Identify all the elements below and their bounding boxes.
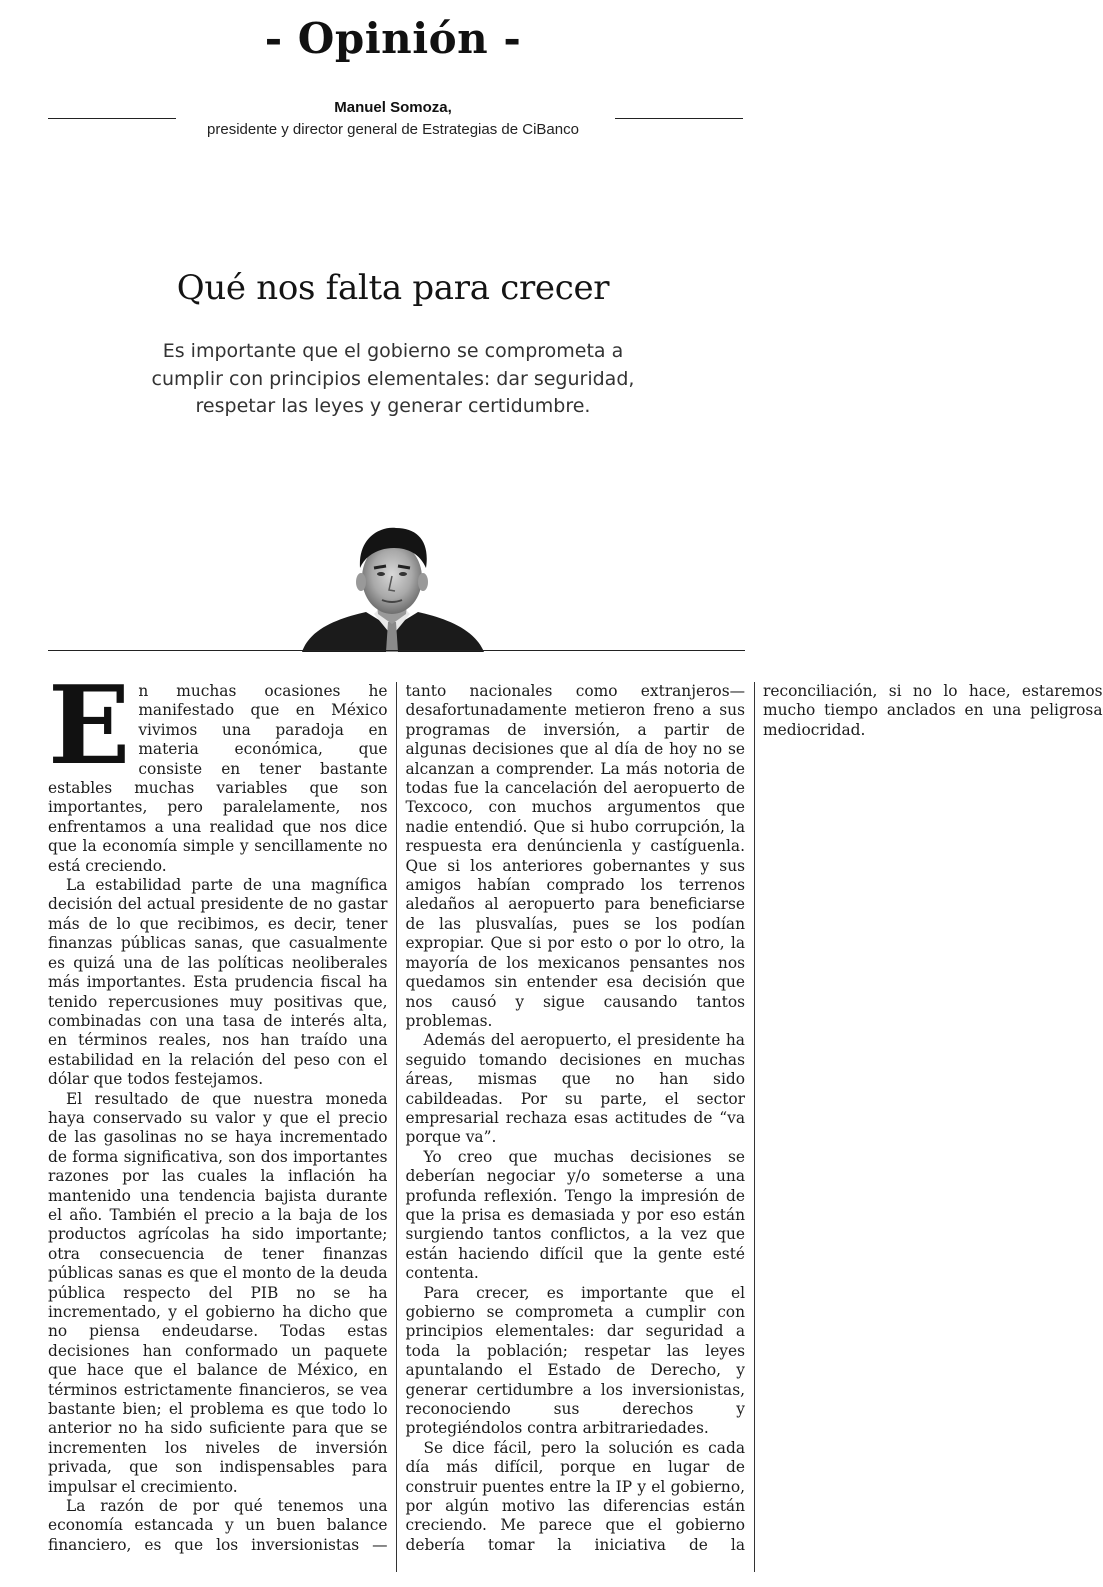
byline-rule-right [615,118,743,119]
article-deck: Es importante que el gobierno se comprometa a cumplir con principios elementales: dar seguridad, respetar las leyes y generar certidumbre. [151,340,635,417]
byline-rule-left [48,118,176,119]
article-paragraph: Para crecer, es importante que el gobierno se comprometa a cumplir con principios elementales: dar seguridad a toda la población; respetar las leyes apuntalando el Estado de Derecho, y generar certidumbre a los inversionistas, reconociendo sus derechos y protegiéndolos contra arbitrariedades. [405,1283,745,1438]
article-paragraph: El resultado de que nuestra moneda haya conservado su valor y que el precio de las gasolinas no se haya incrementado de forma significativa, son dos importantes razones por las cuales la inflación ha mantenido una tendencia bajista durante el año. También el precio a la baja de los productos agrícolas ha sido importante; otra consecuencia de tener finanzas públicas sanas es que el monto de la deuda pública respecto del PIB no se ha incrementado, y el gobierno ha dicho que no piensa endeudarse. Todas estas decisiones han conformado un paquete que hace que el balance de México, en términos estrictamente financieros, se vea bastante bien; el problema es que todo lo anterior no ha sido suficiente para que se incrementen los niveles de inversión privada, que son indispensables para impulsar el crecimiento. [48,1089,388,1496]
author-role: presidente y director general de Estrategias de CiBanco [207,121,579,138]
article-paragraph: La estabilidad parte de una magnífica decisión del actual presidente de no gastar más de lo que recibimos, es decir, tener finanzas públicas sanas, que casualmente es quizá una de las políticas neoliberales más importantes. Esta prudencia fiscal ha tenido repercusiones muy positivas que, combinadas con una tasa de interés alta, en términos reales, nos han traído una estabilidad en la relación del peso con el dólar que todos festejamos. [48,876,388,1089]
section-title: - Opinión - [264,14,522,63]
author-name: Manuel Somoza, [334,99,452,116]
drop-cap: E [48,663,131,789]
article-paragraph [48,663,388,876]
article-paragraph: Se dice fácil, pero la solución es cada día más difícil, porque en lugar de construir puentes entre la IP y el gobierno, por algún motivo las diferencias están creciendo. Me parece que el gobierno debería tomar la iniciativa de la reconciliación, si no lo hace, estaremos mucho tiempo anclados en una peligrosa mediocridad. [405,682,1103,1554]
article-headline: Qué nos falta para crecer [176,268,610,308]
photo-rule [48,650,745,651]
article-paragraph: Además del aeropuerto, el presidente ha seguido tomando decisiones en muchas áreas, mismas que no han sido cabildeadas. Por su parte, el sector empresarial rechaza esas actitudes de “va porque va”. [405,1031,745,1147]
article-body [48,663,1103,1572]
author-portrait [296,524,488,652]
article-paragraph: La razón de por qué tenemos una economía estancada y un buen balance financiero, es que los inversionistas —tanto nacionales como extranjeros— desafortunadamente metieron freno a sus programas de inversión, a partir de algunas decisiones que al día de hoy no se alcanzan a comprender. La más notoria de todas fue la cancelación del aeropuerto de Texcoco, con muchos argumentos que nadie entendió. Que si hubo corrupción, la respuesta era denúncienla y castíguenla. Que si los anteriores gobernantes y sus amigos habían comprado los terrenos aledaños al aeropuerto para beneficiarse de las plusvalías, pues se los podían expropiar. Que si por esto o por lo otro, la mayoría de los mexicanos pensantes nos quedamos sin entender esa decisión que nos causó y sigue causando tantos problemas. [48,682,745,1554]
paragraph-text: n muchas ocasiones he manifestado que en México vivimos una paradoja en materia económica, que consiste en tener bastante estables muchas variables que son importantes, pero paralelamente, nos enfrentamos a una realidad que nos dice que la economía simple y sencillamente no está creciendo. [48,682,388,875]
article-paragraph: Yo creo que muchas decisiones se deberían negociar y/o someterse a una profunda reflexión. Tengo la impresión de que la prisa es demasiada y por eso están surgiendo tantos conflictos, a la vez que están haciendo difícil que la gente esté contenta. [405,1147,745,1283]
